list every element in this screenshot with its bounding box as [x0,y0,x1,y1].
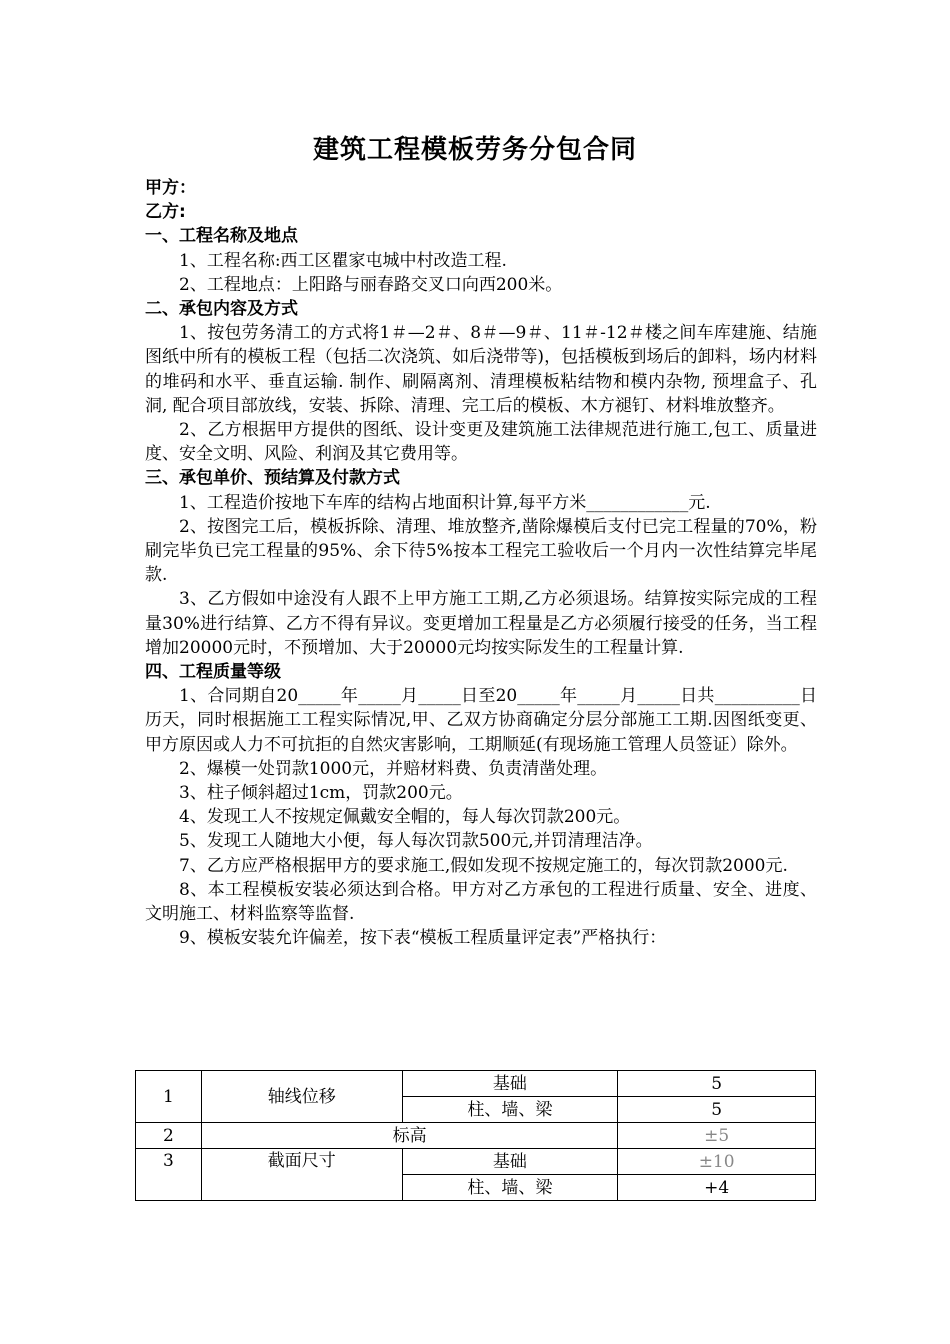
section-heading-4: 四、工程质量等级 [145,662,281,683]
section-4-para-2: 2、爆模一处罚款1000元，并赔材料费、负责清凿处理。 [179,758,608,779]
section-4-para-6: 7、乙方应严格根据甲方的要求施工,假如发现不按规定施工的，每次罚款2000元. [179,855,788,876]
section-4-para-1: 1、合同期自20_____年_____月_____日至20_____年_____月_____日共__________日历天，同时根据施工工程实际情况,甲、乙双方协商确定分层分部施工工期.因图纸变更、甲方原因或人力不可抗拒的自然灾害影响，工期顺延(有现场施工管理人员签证）除外。 [145,686,817,755]
table-row [136,1071,816,1097]
party-a-label: 甲方： [145,178,196,198]
table-cell-value: ±5 [618,1123,816,1149]
table-cell-item: 轴线位移 [201,1071,402,1123]
section-4-para-4: 4、发现工人不按规定佩戴安全帽的，每人每次罚款200元。 [179,807,631,828]
section-4-para-3: 3、柱子倾斜超过1cm，罚款200元。 [179,783,463,804]
section-3-para-2: 2、按图完工后，模板拆除、清理、堆放整齐,凿除爆模后支付已完工程量的70%，粉刷完毕负已完工程量的95%、余下待5%按本工程完工验收后一个月内一次性结算完毕尾款. [145,516,817,586]
table-cell-sub: 柱、墙、梁 [402,1097,618,1123]
table-cell-no: 1 [136,1071,202,1123]
table-cell-item: 截面尺寸 [201,1149,402,1201]
section-1-para-1: 1、工程名称:西工区瞿家屯城中村改造工程. [179,250,507,271]
table-cell-sub: 基础 [402,1071,618,1097]
section-4-para-7: 8、本工程模板安装必须达到合格。甲方对乙方承包的工程进行质量、安全、进度、文明施工、材料监察等监督. [145,879,817,925]
section-2-para-2: 2、乙方根据甲方提供的图纸、设计变更及建筑施工法律规范进行施工,包工、质量进度、安全文明、风险、利润及其它费用等。 [145,420,817,465]
contract-body [145,176,817,951]
section-heading-2: 二、承包内容及方式 [145,299,298,320]
section-4-para-8: 9、模板安装允许偏差，按下表“模板工程质量评定表”严格执行： [179,928,667,949]
table-cell-value: ±10 [618,1149,816,1175]
party-b-label: 乙方: [145,202,186,223]
section-3-para-3: 3、乙方假如中途没有人跟不上甲方施工工期,乙方必须退场。结算按实际完成的工程量30%进行结算、乙方不得有异议。变更增加工程量是乙方必须履行接受的任务，当工程增加20000元时，不预增加、大于20000元均按实际发生的工程量计算. [145,589,817,658]
section-1-para-2: 2、工程地点：上阳路与丽春路交叉口向西200米。 [179,274,563,295]
document-title: 建筑工程模板劳务分包合同 [312,135,637,165]
section-heading-3: 三、承包单价、预结算及付款方式 [145,468,400,489]
table-cell-no: 3 [136,1149,202,1201]
table-cell-sub: 基础 [402,1149,618,1175]
section-4-para-5: 5、发现工人随地大小便，每人每次罚款500元,并罚清理洁净。 [179,831,653,852]
table-cell-value: 5 [618,1071,816,1097]
table-cell-item: 标高 [201,1123,617,1149]
section-2-para-1: 1、按包劳务清工的方式将1＃—2＃、8＃—9＃、11＃-12＃楼之间车库建施、结施图纸中所有的模板工程（包括二次浇筑、如后浇带等)，包括模板到场后的卸料，场内材料的堆码和水平、垂直运输. 制作、刷隔离剂、清理模板粘结物和模内杂物, 预埋盒子、孔洞, 配合项目部放线，安装、拆除、清理、完工后的模板、木方褪钉、材料堆放整齐。 [145,323,817,416]
table-row [136,1149,816,1175]
table-row [136,1123,816,1149]
table-cell-no: 2 [136,1123,202,1149]
quality-tolerance-table [135,1070,816,1201]
table-cell-value: +4 [618,1175,816,1201]
section-3-para-1: 1、工程造价按地下车库的结构占地面积计算,每平方米____________元. [179,492,711,513]
section-heading-1: 一、工程名称及地点 [145,226,298,247]
table-cell-value: 5 [618,1097,816,1123]
table-cell-sub: 柱、墙、梁 [402,1175,618,1201]
